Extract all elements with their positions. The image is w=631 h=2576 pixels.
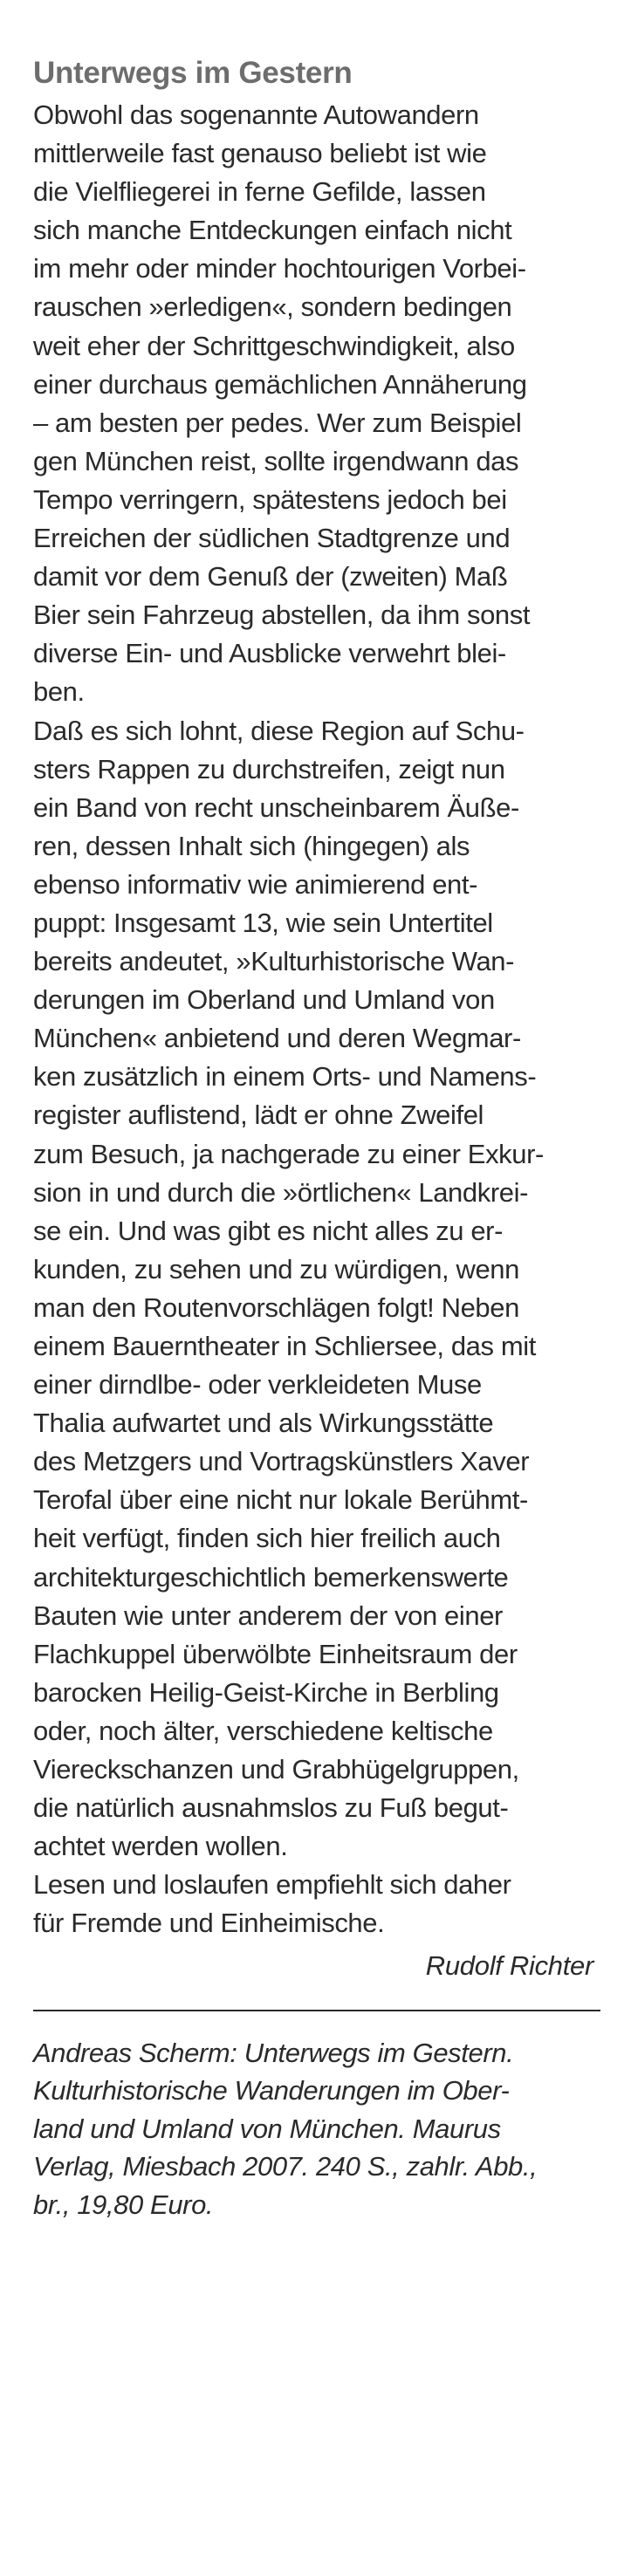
reference-line: Kulturhistorische Wanderungen im Ober- [33, 2075, 510, 2106]
body-line: rauschen »erledigen«, sondern bedingen [33, 291, 512, 323]
body-line: heit verfügt, finden sich hier freilich auch [33, 1523, 501, 1554]
body-line: Erreichen der südlichen Stadtgrenze und [33, 523, 511, 554]
reference-line: Andreas Scherm: Unterwegs im Gestern. [33, 2037, 514, 2068]
body-line: Viereckschanzen und Grabhügelgruppen, [33, 1754, 519, 1785]
body-line: derungen im Oberland und Umland von [33, 984, 495, 1016]
body-line: – am besten per pedes. Wer zum Beispiel [33, 407, 522, 438]
reference-line: Verlag, Miesbach 2007. 240 S., zahlr. Abb., [33, 2151, 538, 2182]
body-line: puppt: Insgesamt 13, wie sein Untertitel [33, 907, 493, 938]
body-line: architekturgeschichtlich bemerkenswerte [33, 1561, 509, 1593]
body-line: achtet werden wollen. [33, 1831, 288, 1862]
body-line: ren, dessen Inhalt sich (hingegen) als [33, 830, 470, 861]
book-reference [33, 2034, 600, 2224]
body-line: des Metzgers und Vortragskünstlers Xaver [33, 1446, 530, 1477]
review-article [33, 54, 600, 2223]
body-line: Terofal über eine nicht nur lokale Berühmt- [33, 1484, 528, 1516]
body-line: zum Besuch, ja nachgerade zu einer Exkur- [33, 1138, 544, 1169]
body-line: ebenso informativ wie animierend ent- [33, 868, 478, 900]
author-signature: Rudolf Richter [425, 1949, 593, 1981]
body-line: Bier sein Fahrzeug abstellen, da ihm sonst [33, 599, 531, 631]
body-line: sion in und durch die »örtlichen« Landkrei- [33, 1176, 529, 1208]
body-line: sich manche Entdeckungen einfach nicht [33, 215, 512, 246]
body-line: se ein. Und was gibt es nicht alles zu er- [33, 1215, 504, 1246]
body-line: München« anbietend und deren Wegmar- [33, 1023, 521, 1054]
body-line: bereits andeutet, »Kulturhistorische Wan- [33, 946, 515, 977]
body-line: damit vor dem Genuß der (zweiten) Maß [33, 561, 508, 593]
body-line: man den Routenvorschlägen folgt! Neben [33, 1291, 519, 1323]
body-line: barocken Heilig-Geist-Kirche in Berbling [33, 1676, 499, 1708]
body-line: mittlerweile fast genauso beliebt ist wie [33, 138, 487, 169]
body-line: kunden, zu sehen und zu würdigen, wenn [33, 1253, 519, 1285]
body-line: Obwohl das sogenannte Autowandern [33, 99, 479, 130]
body-line: einer durchaus gemächlichen Annäherung [33, 368, 527, 400]
body-line: ben. [33, 676, 85, 708]
body-line: Flachkuppel überwölbte Einheitsraum der [33, 1638, 518, 1669]
body-line: sters Rappen zu durchstreifen, zeigt nun [33, 753, 505, 784]
body-line: Daß es sich lohnt, diese Region auf Schu- [33, 715, 525, 746]
body-line: Thalia aufwartet und als Wirkungsstätte [33, 1408, 494, 1439]
body-line: Tempo verringern, spätestens jedoch bei [33, 483, 507, 515]
article-body [33, 96, 600, 1943]
article-title: Unterwegs im Gestern [33, 56, 353, 90]
body-line: für Fremde und Einheimische. [33, 1908, 385, 1939]
body-line: einer dirndlbe- oder verkleideten Muse [33, 1369, 482, 1401]
body-line: Bauten wie unter anderem der von einer [33, 1600, 503, 1631]
body-line: Lesen und loslaufen empfiehlt sich daher [33, 1869, 511, 1901]
body-line: im mehr oder minder hochtourigen Vorbei- [33, 253, 526, 284]
body-line: die natürlich ausnahmslos zu Fuß begut- [33, 1792, 509, 1824]
body-line: diverse Ein- und Ausblicke verwehrt blei- [33, 638, 506, 669]
body-line: ken zusätzlich in einem Orts- und Namens- [33, 1061, 537, 1093]
body-line: oder, noch älter, verschiedene keltische [33, 1715, 493, 1746]
reference-line: land und Umland von München. Maurus [33, 2113, 501, 2144]
body-line: die Vielfliegerei in ferne Gefilde, lassen [33, 176, 486, 208]
body-line: ein Band von recht unscheinbarem Äuße- [33, 791, 519, 823]
body-line: register auflistend, lädt er ohne Zweifel [33, 1100, 484, 1131]
body-line: weit eher der Schrittgeschwindigkeit, also [33, 330, 515, 361]
body-line: gen München reist, sollte irgendwann das [33, 445, 519, 476]
reference-line: br., 19,80 Euro. [33, 2189, 214, 2220]
divider [33, 2010, 600, 2011]
body-line: einem Bauerntheater in Schliersee, das mit [33, 1331, 536, 1361]
